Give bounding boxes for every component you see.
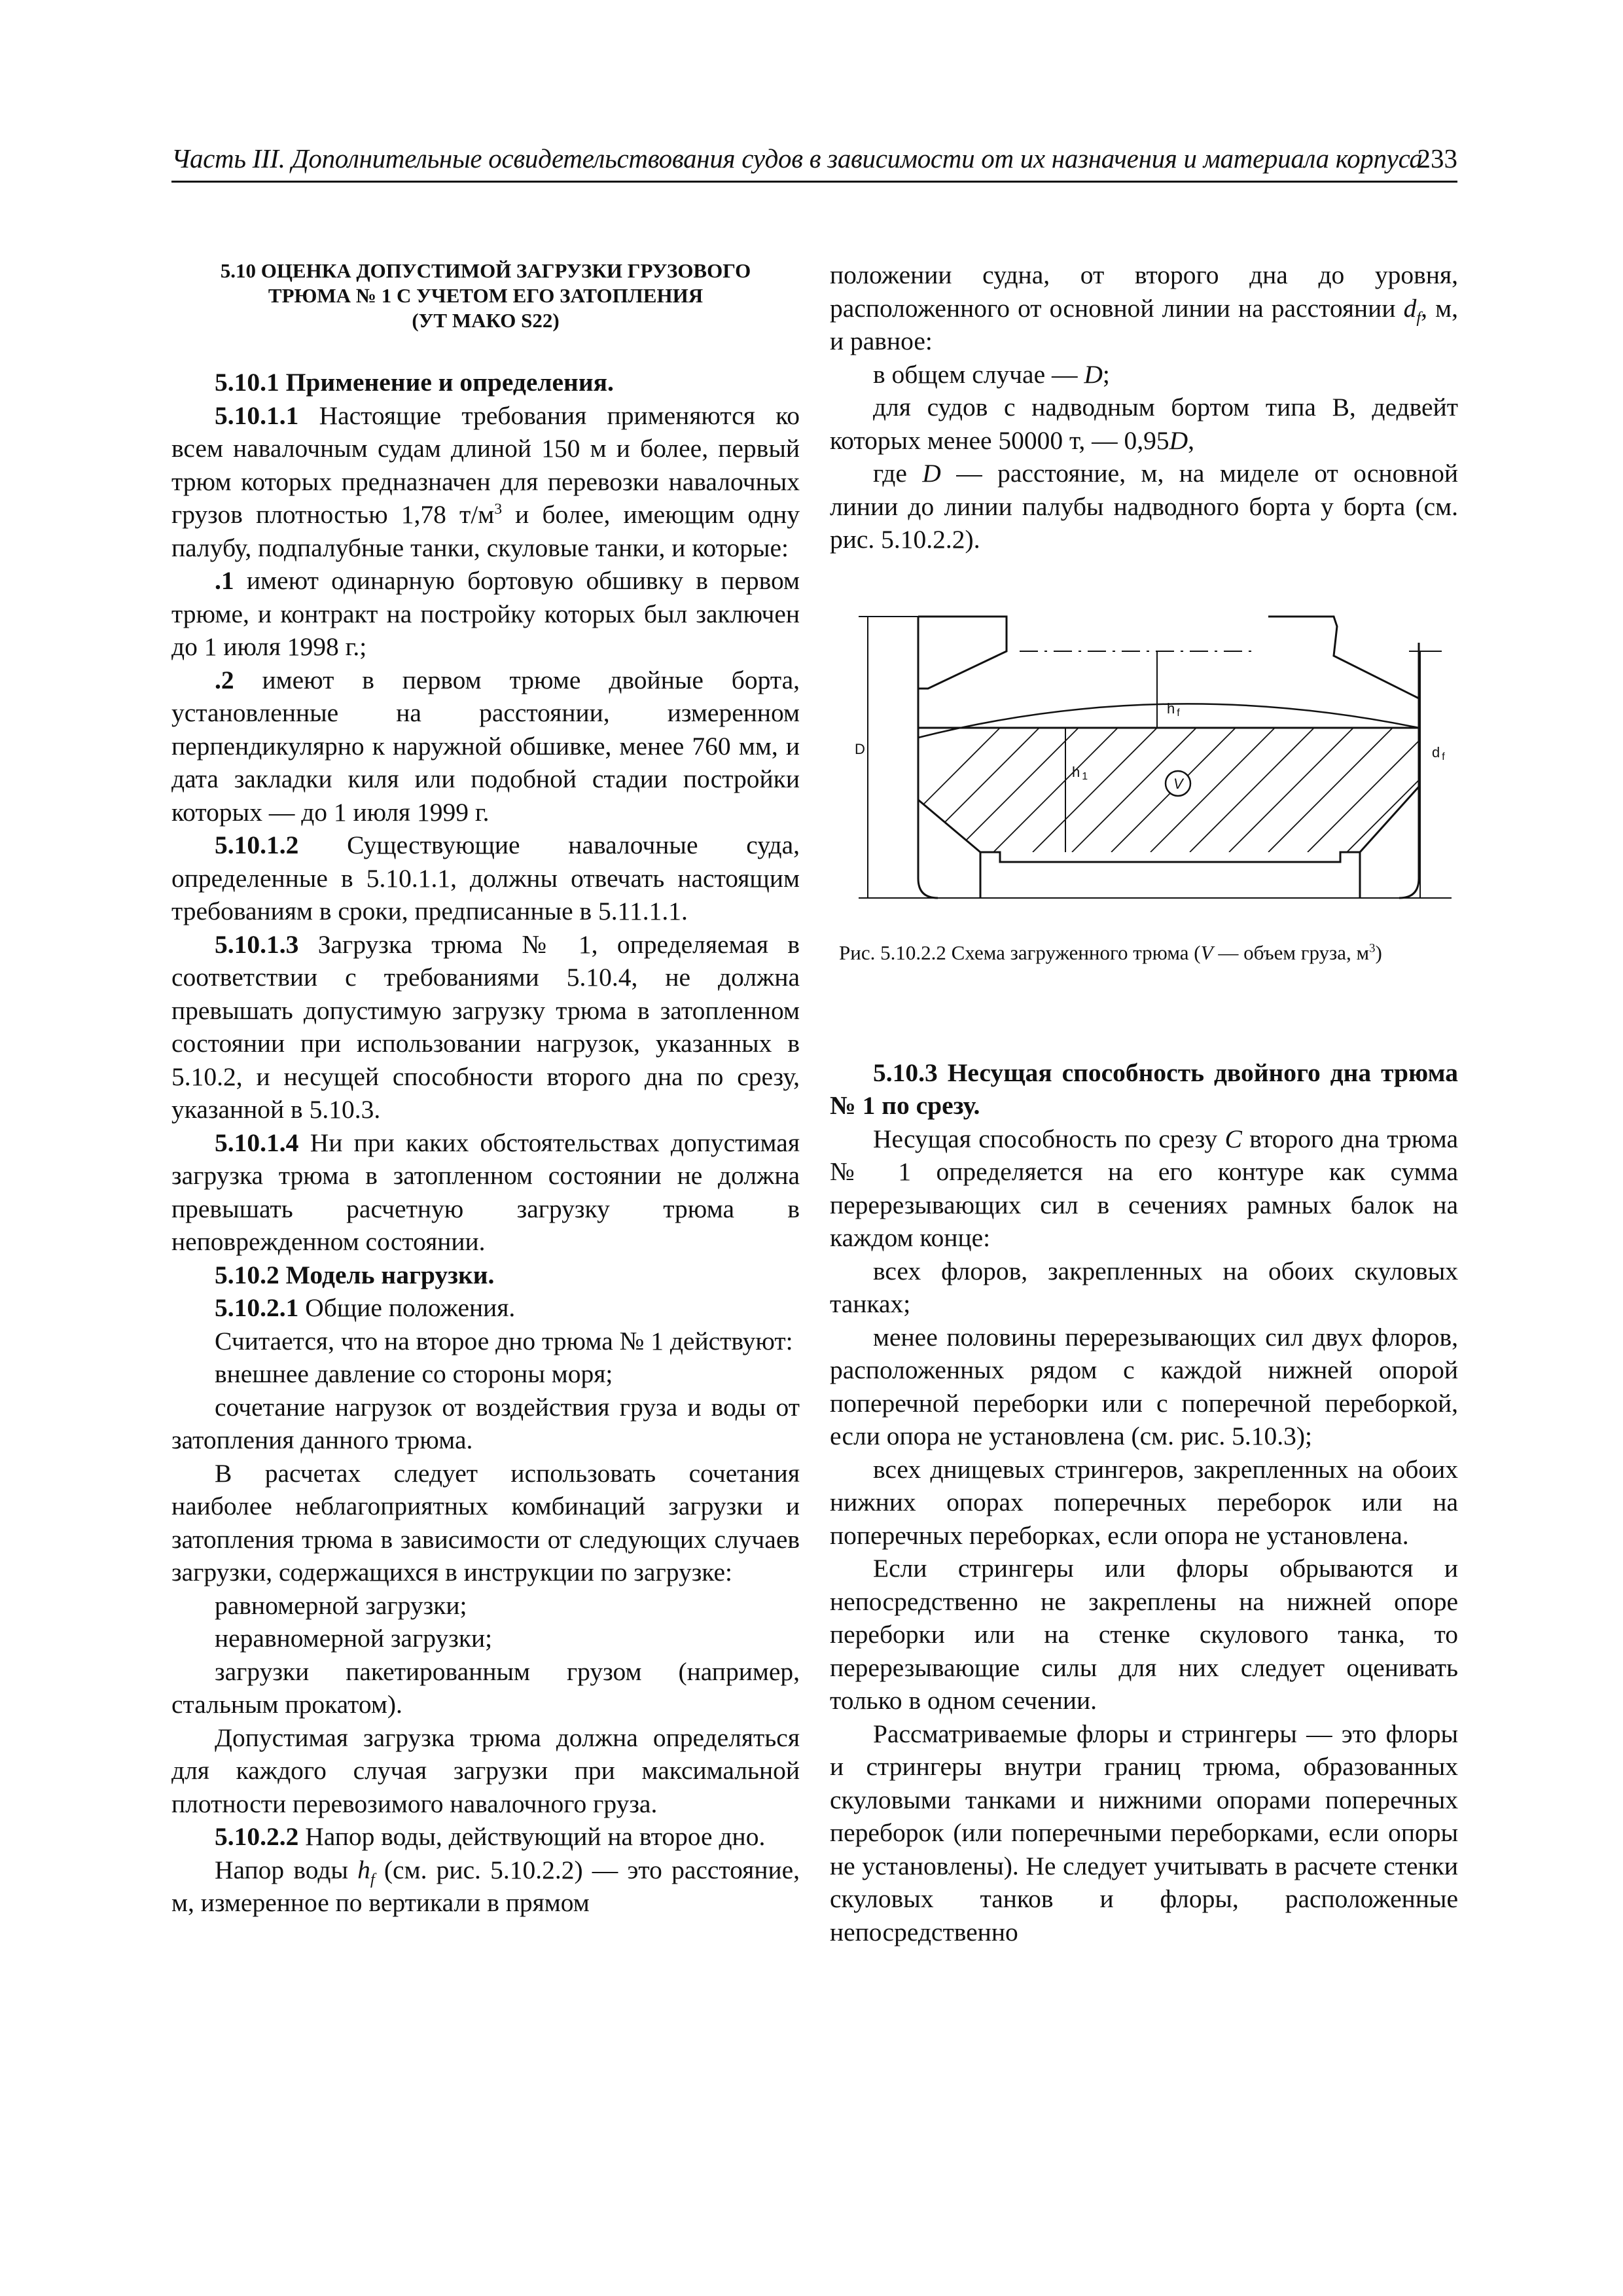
variable: V — [1200, 941, 1213, 964]
paragraph-text: имеют одинарную бортовую обшивку в первом трюме, и контракт на постройку которых был заключен до 1 июля 1998 г.; — [171, 566, 800, 661]
paragraph-text: положении судна, от второго дна до уровня, расположенного от основной линии на расстоянии — [830, 260, 1458, 323]
superscript: 3 — [494, 500, 503, 518]
section-title-line-3: (УТ МАКО S22) — [412, 309, 560, 332]
paragraph-water-head — [171, 1854, 800, 1920]
paragraph-considered: Считается, что на второе дно трюма № 1 действуют: — [215, 1326, 793, 1355]
paragraph-external-pressure: внешнее давление со стороны моря; — [215, 1359, 613, 1388]
paragraph-5-10-1-2 — [171, 829, 800, 928]
paragraph-nonuniform-loading: неравномерной загрузки; — [215, 1624, 493, 1653]
caption-text: — объем груза, м — [1213, 941, 1370, 964]
variable-subscript: f — [370, 1870, 375, 1888]
paragraph-type-b — [830, 391, 1458, 457]
page-number: 233 — [1417, 143, 1457, 173]
paragraph-allowable-loading: Допустимая загрузка трюма должна определяться для каждого случая загрузки при максимальной плотности перевозимого навалочного груза. — [171, 1723, 800, 1818]
paragraph-text: (см. рис. 5.10.2.2) — это расстояние, м, измеренное по вертикали в прямом — [171, 1855, 800, 1917]
caption-text: ) — [1375, 941, 1382, 964]
hull-outline — [918, 617, 1419, 898]
paragraph-general-case — [830, 358, 1458, 391]
label-V: V — [1173, 775, 1183, 792]
heading-5-10-3: 5.10.3 Несущая способность двойного дна трюма № 1 по срезу. — [830, 1058, 1458, 1120]
paragraph-text: , м, и равное: — [830, 293, 1459, 355]
variable: D — [922, 459, 941, 488]
item-number: .1 — [215, 566, 234, 595]
paragraph-packaged-loading: загрузки пакетированным грузом (например, стальным прокатом). — [171, 1657, 800, 1719]
clause-number: 5.10.1.3 — [215, 929, 299, 959]
paragraph-text: и более, имеющим одну палубу, подпалубные танки, скуловые танки, и которые: — [171, 500, 800, 562]
paragraph-where-d — [830, 457, 1458, 556]
paragraph-5-10-1-4 — [171, 1126, 800, 1259]
paragraph-text: второго дна трюма № 1 определяется на его контуре как сумма перерезывающих сил в сечениях рамных балок на каждом конце: — [830, 1124, 1458, 1252]
cargo-hatching — [876, 728, 1452, 852]
variable-subscript: f — [1416, 308, 1421, 327]
paragraph-all-floors: всех флоров, закрепленных на обоих скуловых танках; — [830, 1256, 1458, 1318]
paragraph-5-10-2-2 — [171, 1820, 800, 1854]
clause-number: 5.10.1.2 — [215, 831, 299, 859]
paragraph-text: в общем случае — — [873, 359, 1084, 389]
clause-number: 5.10.1.4 — [215, 1128, 299, 1157]
paragraph-text: Напор воды, действующий на второе дно. — [298, 1822, 766, 1851]
paragraph-text: Ни при каких обстоятельствах допустимая загрузка трюма в затопленном состоянии не должна превышать расчетную загрузку трюма в неповрежденном состоянии. — [171, 1128, 800, 1256]
item-number: .2 — [215, 665, 234, 694]
paragraph-text: , — [1188, 425, 1194, 455]
variable: d — [1403, 293, 1417, 323]
paragraph-continuation — [830, 259, 1458, 358]
paragraph-uniform-loading: равномерной загрузки; — [215, 1590, 467, 1620]
paragraph-text: Напор воды — [215, 1855, 358, 1884]
header-title: Часть III. Дополнительные освидетельствования судов в зависимости от их назначения и материала корпуса — [171, 143, 1423, 173]
paragraph-half-shear: менее половины перерезывающих сил двух флоров, расположенных рядом с каждой нижней опорой поперечной переборки или с поперечной переборкой, если опора не установлена (см. рис. 5.10.3); — [830, 1322, 1458, 1450]
list-item-2 — [171, 664, 800, 829]
paragraph-text: Настоящие требования применяются ко всем навалочным судам длиной 150 м и более, первый трюм которых предназначен для перевозки навалочных грузов плотностью 1,78 т/м — [171, 401, 800, 529]
variable: h — [357, 1855, 370, 1884]
paragraph-text: имеют в первом трюме двойные борта, установленные на расстоянии, измеренном перпендикулярно к наружной обшивке, менее 760 мм, и дата закладки киля или подобной стадии постройки которых — до 1 июля 1999 г. — [171, 665, 800, 827]
paragraph-5-10-1-3 — [171, 928, 800, 1126]
clause-number: 5.10.2.1 — [215, 1293, 299, 1322]
loaded-hold-diagram — [849, 603, 1452, 911]
variable: D — [1169, 425, 1188, 455]
variable: C — [1224, 1124, 1242, 1153]
heading-5-10-1: 5.10.1 Применение и определения. — [215, 368, 614, 397]
paragraph-terminated-girders: Если стрингеры или флоры обрываются и непосредственно не закреплены на нижней опоре переборки или на стенке скулового танка, то перерезывающие силы для них следует оценивать только в одном сечении. — [830, 1554, 1458, 1715]
paragraph-considered-floors: Рассматриваемые флоры и стрингеры — это флоры и стрингеры внутри границ трюма, образованных скуловыми танками и нижними опорами поперечных переборок (или поперечными переборками, если опоры не установлены). Не следует учитывать в расчете стенки скуловых танков и флоры, расположенные непосредственно — [830, 1719, 1458, 1946]
superscript: 3 — [1369, 941, 1376, 956]
label-h1: h 1 — [1072, 763, 1088, 782]
label-D: D — [855, 740, 865, 757]
caption-text: Рис. 5.10.2.2 Схема загруженного трюма ( — [839, 941, 1201, 964]
paragraph-text: Несущая способность по срезу — [873, 1124, 1225, 1153]
label-df: d f — [1432, 744, 1445, 762]
paragraph-bottom-girders: всех днищевых стрингеров, закрепленных на обоих нижних опорах поперечных переборок или на поперечных переборках, если опора не установлена. — [830, 1454, 1458, 1550]
paragraph-shear-capacity — [830, 1122, 1458, 1255]
clause-number: 5.10.2.2 — [215, 1822, 299, 1851]
clause-number: 5.10.1.1 — [215, 401, 299, 430]
list-item-1 — [171, 564, 800, 664]
paragraph-text: ; — [1102, 359, 1110, 389]
paragraph-text: где — [873, 459, 923, 488]
paragraph-text: Существующие навалочные суда, определенные в 5.10.1.1, должны отвечать настоящим требованиям в сроки, предписанные в 5.11.1.1. — [171, 831, 800, 925]
section-title-line-1: 5.10 ОЦЕНКА ДОПУСТИМОЙ ЗАГРУЗКИ ГРУЗОВОГО — [220, 259, 751, 282]
heading-5-10-2: 5.10.2 Модель нагрузки. — [215, 1260, 495, 1289]
paragraph-text: для судов с надводным бортом типа B, дедвейт которых менее 50000 т, — 0,95 — [830, 393, 1458, 455]
left-column — [171, 259, 800, 1920]
section-title-line-2: ТРЮМА № 1 С УЧЕТОМ ЕГО ЗАТОПЛЕНИЯ — [268, 284, 704, 307]
paragraph-load-combination: сочетание нагрузок от воздействия груза и воды от затопления данного трюма. — [171, 1392, 800, 1454]
hold-diagram-figure — [830, 603, 1458, 964]
right-column — [830, 259, 1458, 1948]
paragraph-text: Загрузка трюма № 1, определяемая в соответствии с требованиями 5.10.4, не должна превышать допустимую загрузку трюма в затопленном состоянии при использовании нагрузок, указанных в 5.10.2, и несущей способности второго дна по срезу, указанной в 5.10.3. — [171, 929, 800, 1124]
paragraph-text: Общие положения. — [298, 1293, 516, 1322]
paragraph-calculations: В расчетах следует использовать сочетания наиболее неблагоприятных комбинаций загрузки и затопления трюма в зависимости от следующих случаев загрузки, содержащихся в инструкции по загрузке: — [171, 1458, 800, 1587]
paragraph-text: — расстояние, м, на миделе от основной линии до линии палубы надводного борта у борта (см. рис. 5.10.2.2). — [830, 459, 1458, 554]
running-header — [171, 139, 1457, 183]
section-title — [171, 259, 800, 333]
paragraph-5-10-1-1 — [171, 399, 800, 565]
variable: D — [1084, 359, 1103, 389]
label-hf: h f — [1167, 700, 1180, 719]
figure-caption — [839, 940, 1458, 966]
paragraph-5-10-2-1 — [171, 1291, 800, 1325]
